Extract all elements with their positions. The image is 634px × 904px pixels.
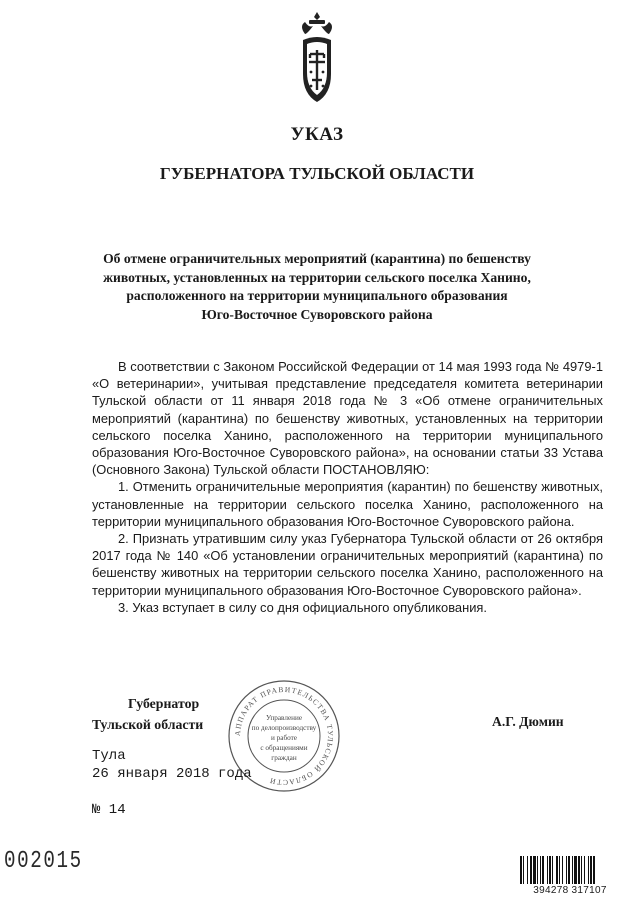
date: 26 января 2018 года bbox=[92, 766, 252, 782]
decree-item-1: 1. Отменить ограничительные мероприятия (карантин) по бешенству животных, установленные на территории сельского поселка Ханино, расположенного на территории муниципального образования Юго-Восточное Суворовского района. bbox=[92, 479, 603, 529]
document-issuer: ГУБЕРНАТОРА ТУЛЬСКОЙ ОБЛАСТИ bbox=[159, 164, 475, 183]
subject-line: Об отмене ограничительных мероприятий (карантина) по бешенству bbox=[103, 251, 531, 266]
stamp-center-line: и работе bbox=[271, 734, 297, 742]
subject-line: Юго-Восточное Суворовского района bbox=[201, 306, 433, 322]
document-subject bbox=[60, 250, 574, 324]
subject-line: животных, установленных на территории сельского поселка Ханино, bbox=[103, 269, 531, 285]
stamp-center-line: с обращениями bbox=[260, 744, 308, 752]
coat-of-arms-emblem bbox=[297, 10, 337, 106]
stamp-center-line: по делопроизводству bbox=[251, 724, 317, 732]
preamble-paragraph: В соответствии с Законом Российской Федерации от 14 мая 1993 года № 4979-1 «О ветеринарии», учитывая представление председателя комитета ветеринарии Тульской области от 11 января 2018 года № 3 «Об отмене ограничительных мероприятий (карантина) по бешенству животных, установленных на территории сельского поселка Ханино, расположенного на территории муниципального образования Юго-Восточное Суворовского района», на основании статьи 33 Устава (Основного Закона) Тульской области ПОСТАНОВЛЯЮ: bbox=[92, 359, 603, 478]
decree-item-2: 2. Признать утратившим силу указ Губернатора Тульской области от 26 октября 2017 года № 140 «Об установлении ограничительных мероприятий (карантина) по бешенству животных на территории сельского поселка Ханино, расположенного на территории муниципального образования Юго-Восточное Суворовского района». bbox=[92, 531, 603, 598]
stamp-center-line: Управление bbox=[265, 714, 303, 722]
signatory-name: А.Г. Дюмин bbox=[492, 714, 564, 729]
position-line: Губернатор bbox=[128, 696, 200, 711]
subject-line: расположенного на территории муниципального образования bbox=[126, 288, 508, 303]
barcode-number: 394278 317107 bbox=[520, 884, 620, 898]
stamp-center-line: граждан bbox=[271, 754, 297, 762]
signatory-position bbox=[92, 693, 252, 735]
place-and-date bbox=[92, 747, 252, 783]
position-line: Тульской области bbox=[92, 717, 204, 732]
city: Тула bbox=[92, 748, 126, 764]
document-number: № 14 bbox=[92, 802, 126, 818]
decree-item-3: 3. Указ вступает в силу со дня официального опубликования. bbox=[118, 599, 487, 615]
document-body bbox=[92, 358, 603, 616]
serial-number: 002015 bbox=[4, 848, 83, 875]
stamp-ring-text: АППАРАТ ПРАВИТЕЛЬСТВА ТУЛЬСКОЙ ОБЛАСТИ bbox=[232, 684, 336, 788]
document-title: УКАЗ bbox=[290, 124, 344, 145]
